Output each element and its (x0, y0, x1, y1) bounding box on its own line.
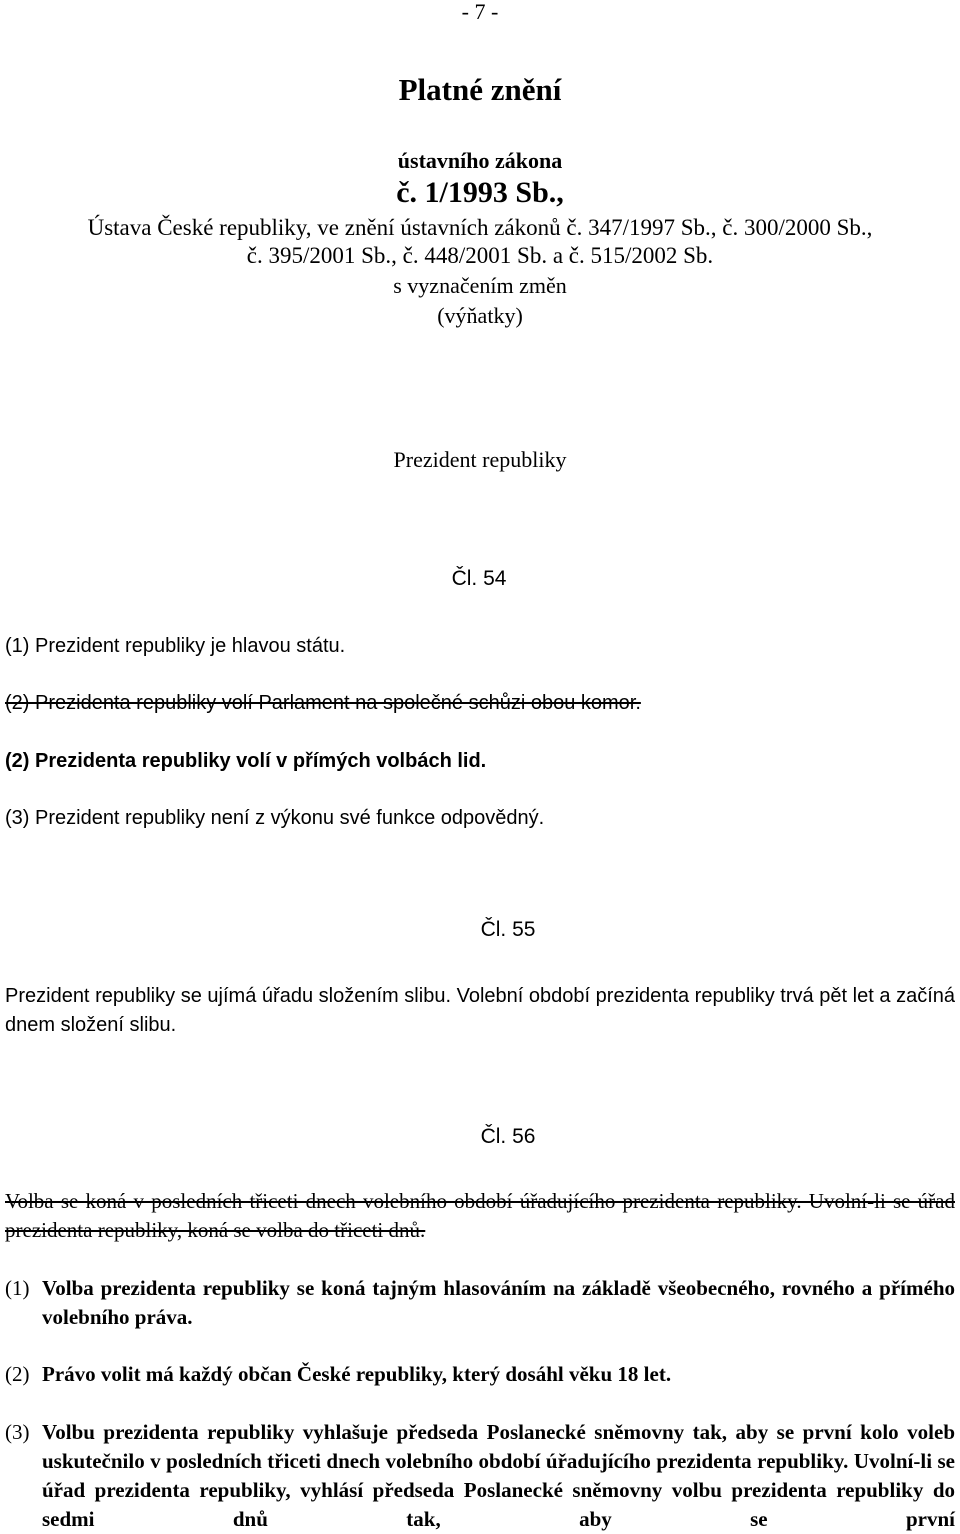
article-54-paragraph-1: (1) Prezident republiky je hlavou státu. (5, 635, 346, 657)
law-number: č. 1/1993 Sb., (396, 176, 564, 209)
article-55-text: Prezident republiky se ujímá úřadu složením slibu. Volební období prezidenta republiky trvá pět let a začíná dnem složení slibu. (5, 985, 955, 1036)
changes-marked-note: s vyznačením změn (393, 273, 567, 298)
article-56-heading: Čl. 56 (480, 1125, 536, 1148)
paragraph-text: Volbu prezidenta republiky vyhlašuje předseda Poslanecké sněmovny tak, aby se první kolo voleb uskutečnilo v posledních třiceti dnech volebního období úřadujícího prezidenta republiky. Uvolní-li se úřad prezidenta republiky, vyhlásí předseda Poslanecké sněmovny volbu prezidenta republiky do sedmi dnů tak, aby se první (42, 1420, 955, 1531)
article-54-paragraph-3: (3) Prezident republiky není z výkonu své funkce odpovědný. (5, 807, 545, 829)
paragraph-number: (3) (5, 1420, 30, 1444)
section-title: Prezident republiky (393, 447, 567, 472)
paragraph-number: (1) (5, 1276, 30, 1300)
document-title: Platné znění (398, 72, 562, 107)
article-54-heading: Čl. 54 (451, 567, 507, 590)
paragraph-number: (2) (5, 1362, 30, 1386)
article-54-paragraph-2-deleted: (2) Prezidenta republiky volí Parlament na společné schůzi obou komor. (5, 692, 641, 714)
excerpts-note: (výňatky) (437, 303, 523, 328)
article-56-paragraph-2 (5, 1360, 955, 1389)
paragraph-text: Právo volit má každý občan České republiky, který dosáhl věku 18 let. (42, 1362, 672, 1386)
article-55-heading: Čl. 55 (480, 918, 536, 941)
article-56-deleted-text: Volba se koná v posledních třiceti dnech volebního období úřadujícího prezidenta republiky. Uvolní-li se úřad prezidenta republiky, koná se volba do třiceti dnů. (5, 1189, 955, 1242)
amendments-line-1: Ústava České republiky, ve znění ústavních zákonů č. 347/1997 Sb., č. 300/2000 Sb., (87, 215, 873, 240)
paragraph-text: Volba prezidenta republiky se koná tajným hlasováním na základě všeobecného, rovného a přímého volebního práva. (42, 1276, 955, 1329)
document-subtitle: ústavního zákona (397, 148, 563, 173)
page-number: - 7 - (461, 0, 499, 24)
article-54-paragraph-2-new: (2) Prezidenta republiky volí v přímých volbách lid. (5, 750, 487, 772)
article-56-paragraph-1 (5, 1274, 955, 1332)
amendments-line-2: č. 395/2001 Sb., č. 448/2001 Sb. a č. 515/2002 Sb. (246, 243, 714, 268)
article-56-paragraph-3 (5, 1418, 955, 1534)
